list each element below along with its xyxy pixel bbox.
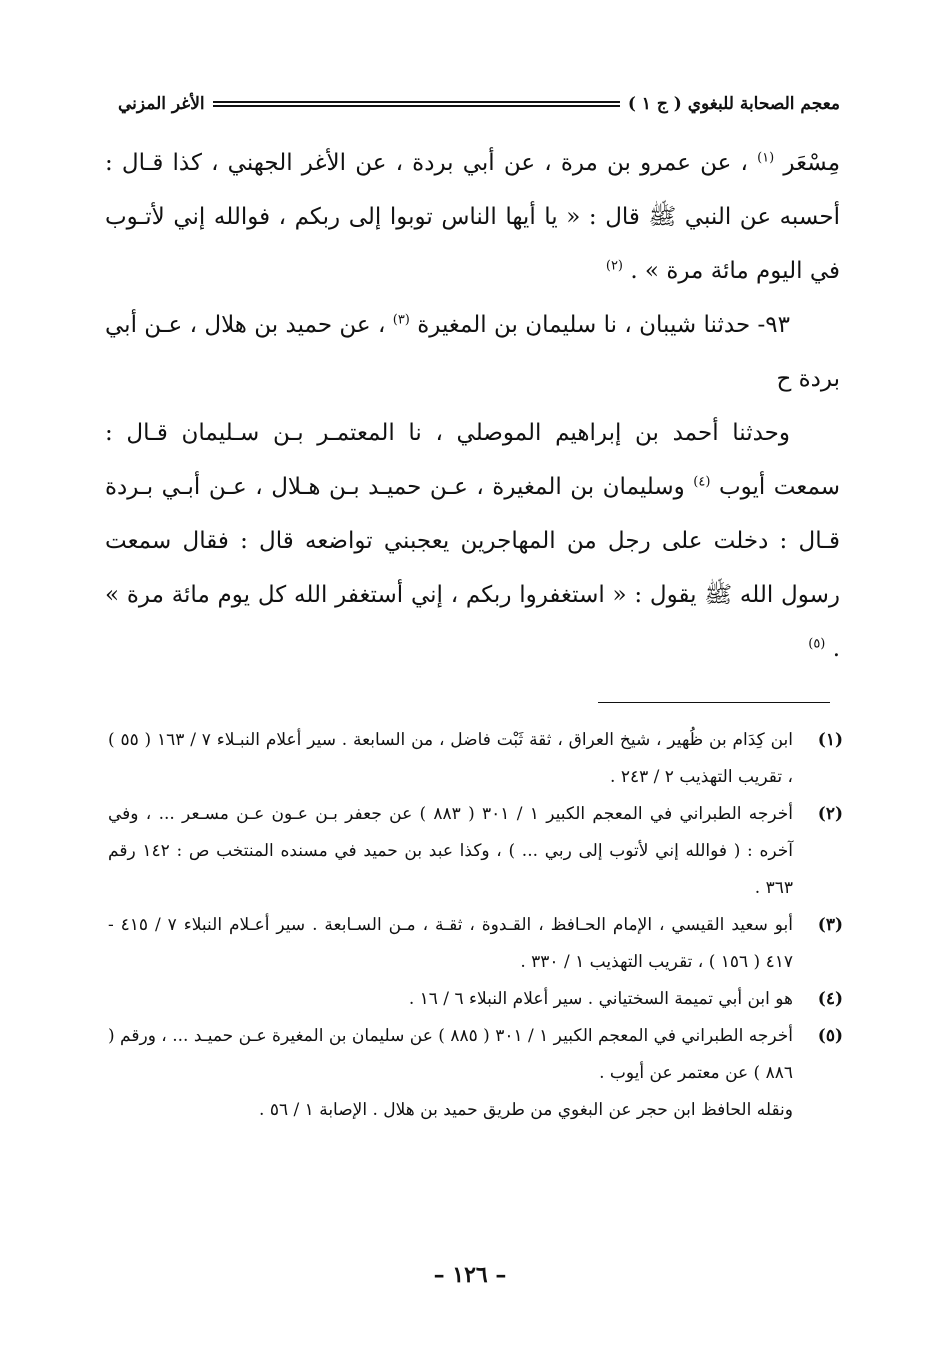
main-text bbox=[105, 136, 840, 676]
footnote-number: (٢) bbox=[817, 804, 843, 824]
footnotes bbox=[108, 722, 843, 1129]
paragraph-1 bbox=[105, 136, 840, 298]
para2-text2: ، عن حميد بن هلال ، عـن أبي بردة ح bbox=[105, 312, 840, 392]
footnote-ref-4: (٤) bbox=[693, 474, 711, 490]
footnote-3 bbox=[108, 907, 843, 981]
paragraph-2 bbox=[105, 298, 840, 406]
para1-text: ، عن عمرو بن مرة ، عن أبي بردة ، عن الأغر الجهني ، كذا قـال : أحسبه عن النبي ﷺ قال : « يا أيها الناس توبوا إلى ربكم ، فوالله إني لأتـوب في اليوم مائة مرة » . bbox=[105, 150, 840, 284]
footnote-2 bbox=[108, 796, 843, 907]
footnote-text: هو ابن أبي تميمة السختياني . سير أعلام النبلاء ٦ / ١٦ . bbox=[408, 989, 793, 1009]
footnote-ref-1: (١) bbox=[757, 150, 775, 166]
footnote-ref-5: (٥) bbox=[808, 636, 826, 652]
footnote-separator bbox=[598, 702, 830, 703]
footnote-4 bbox=[108, 981, 843, 1018]
para3-text2: وسليمان بن المغيرة ، عـن حميـد بـن هـلال ، عـن أبـي بـردة قـال : دخلت على رجل من المهاجرين يعجبني تواضعه قال : فقال سمعت رسول الله ﷺ يقول : « استغفروا ربكم ، إني أستغفر الله كل يوم مائة مرة » . bbox=[105, 474, 840, 662]
book-title: معجم الصحابة للبغوي ( ج ١ ) bbox=[627, 94, 840, 114]
footnote-text: أبو سعيد القيسي ، الإمام الحـافظ ، القـدوة ، ثقـة ، مـن السـابعة . سير أعـلام النبلاء ٧ / ٤١٥ - ٤١٧ ( ١٥٦ ) ، تقريب التهذيب ١ / ٣٣٠ . bbox=[108, 915, 793, 972]
footnote-ref-3: (٣) bbox=[392, 312, 410, 328]
para3-text: وحدثنا أحمد بن إبراهيم الموصلي ، نا المعتمـر بـن سـليمان قـال : سمعت أيوب bbox=[105, 420, 841, 500]
page-number: – ١٢٦ – bbox=[433, 1262, 507, 1288]
footnote-text: أخرجه الطبراني في المعجم الكبير ١ / ٣٠١ ( ٨٨٣ ) عن جعفر بـن عـون عـن مسـعر ... ، وفي آخره : ( فوالله إني لأتوب إلى ربي ... ) ، وكذا عبد بن حميد في مسنده المنتخب ص : ١٤٢ رقم ٣٦٣ . bbox=[108, 804, 794, 898]
para2-text: ٩٣- حدثنا شيبان ، نا سليمان بن المغيرة bbox=[417, 312, 791, 338]
footnote-number: (٣) bbox=[817, 915, 843, 935]
para1-lead: مِسْعَر bbox=[783, 150, 841, 176]
footnote-text: أخرجه الطبراني في المعجم الكبير ١ / ٣٠١ ( ٨٨٥ ) عن سليمان بن المغيرة عـن حميـد ... ، ورقم ( ٨٨٦ ) عن معتمر عن أيوب . bbox=[108, 1026, 793, 1083]
section-title: الأغر المزني bbox=[118, 94, 205, 114]
footnote-5-continuation: ونقله الحافظ ابن حجر عن البغوي من طريق حميد بن هلال . الإصابة ١ / ٥٦ . bbox=[259, 1100, 793, 1120]
footnote-5 bbox=[108, 1018, 843, 1092]
header-rule bbox=[213, 101, 620, 107]
running-header bbox=[118, 88, 840, 120]
footnote-text: ابن كِدَام بن ظُهير ، شيخ العراق ، ثقة ثَبْت فاضل ، من السابعة . سير أعلام النبـلاء ٧ / ١٦٣ ( ٥٥ ) ، تقريب التهذيب ٢ / ٢٤٣ . bbox=[108, 730, 793, 787]
paragraph-3 bbox=[105, 406, 840, 676]
footnote-number: (٥) bbox=[817, 1026, 843, 1046]
footnote-1 bbox=[108, 722, 843, 796]
footnote-ref-2: (٢) bbox=[605, 258, 623, 274]
footnote-number: (٤) bbox=[817, 989, 843, 1009]
footnote-number: (١) bbox=[817, 730, 843, 750]
